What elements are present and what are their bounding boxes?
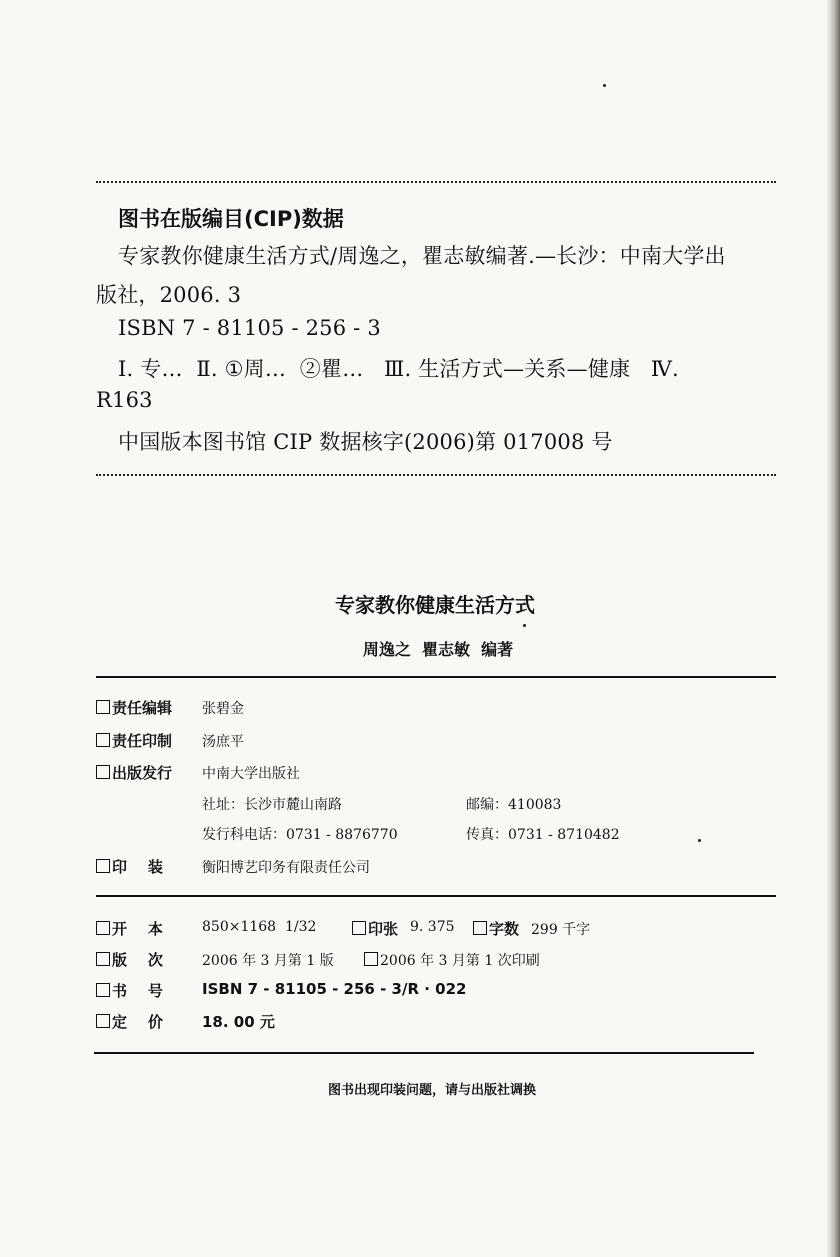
printer-row-label: 印 装 [96, 856, 163, 877]
checkbox-icon [96, 952, 110, 966]
checkbox-icon [96, 1014, 110, 1028]
cip-line-1: 专家教你健康生活方式/周逸之，瞿志敏编著.—长沙：中南大学出 [118, 244, 726, 268]
publisher-phone: 发行科电话：0731 - 8876770 [202, 827, 398, 843]
print-manager-row-label: 责任印制 [96, 730, 172, 751]
book-title: 专家教你健康生活方式 [335, 593, 535, 617]
cip-line-2: 版社，2006. 3 [96, 283, 242, 307]
isbn-row-label: 书 号 [96, 980, 163, 1001]
publisher-postcode: 邮编：410083 [466, 797, 562, 813]
format-value: 850×1168 1/32 [202, 919, 317, 935]
sheets-value: 9. 375 [410, 919, 455, 935]
editor-row-label: 责任编辑 [96, 697, 172, 718]
editor-name: 张碧金 [202, 701, 244, 717]
footer-notice: 图书出现印装问题，请与出版社调换 [327, 1083, 536, 1098]
credits-top-rule [96, 676, 776, 678]
cip-top-dotted-rule [96, 181, 776, 183]
printing-value: 2006 年 3 月第 1 次印刷 [364, 950, 540, 970]
footer-rule [94, 1052, 754, 1054]
cip-bottom-dotted-rule [96, 474, 776, 476]
publisher-name: 中南大学出版社 [202, 766, 300, 782]
edition-value: 2006 年 3 月第 1 版 [202, 953, 334, 969]
price-value: 18. 00 元 [202, 1013, 275, 1031]
cip-isbn: ISBN 7 - 81105 - 256 - 3 [118, 316, 381, 340]
checkbox-icon [96, 733, 110, 747]
words-label: 字数 [473, 918, 519, 939]
cip-verification: 中国版本图书馆 CIP 数据核字(2006)第 017008 号 [118, 430, 613, 454]
checkbox-icon [96, 859, 110, 873]
scan-speck [698, 839, 701, 842]
cip-heading: 图书在版编目(CIP)数据 [118, 207, 344, 231]
scan-speck [603, 84, 606, 87]
cip-classification: Ⅰ. 专… Ⅱ. ①周… ②瞿… Ⅲ. 生活方式—关系—健康 Ⅳ. [118, 357, 679, 381]
checkbox-icon [473, 921, 487, 935]
page-edge-shadow [826, 0, 840, 1257]
edition-row-label: 版 次 [96, 949, 163, 970]
publisher-address: 社址：长沙市麓山南路 [202, 797, 342, 813]
isbn-value: ISBN 7 - 81105 - 256 - 3/R · 022 [202, 980, 467, 998]
checkbox-icon [96, 765, 110, 779]
checkbox-icon [96, 700, 110, 714]
print-manager-name: 汤庶平 [202, 734, 244, 750]
checkbox-icon [96, 921, 110, 935]
words-value: 299 千字 [531, 922, 591, 938]
book-authors: 周逸之 瞿志敏 编著 [362, 640, 514, 659]
checkbox-icon [96, 983, 110, 997]
scan-speck [523, 624, 526, 627]
price-row-label: 定 价 [96, 1011, 163, 1032]
checkbox-icon [364, 952, 378, 966]
publisher-row-label: 出版发行 [96, 762, 172, 783]
checkbox-icon [352, 921, 366, 935]
cip-class-number: R163 [96, 388, 153, 412]
printer-name: 衡阳博艺印务有限责任公司 [202, 860, 370, 876]
sheets-label: 印张 [352, 918, 398, 939]
publisher-fax: 传真：0731 - 8710482 [466, 827, 620, 843]
format-row-label: 开 本 [96, 918, 163, 939]
specs-top-rule [96, 895, 776, 897]
